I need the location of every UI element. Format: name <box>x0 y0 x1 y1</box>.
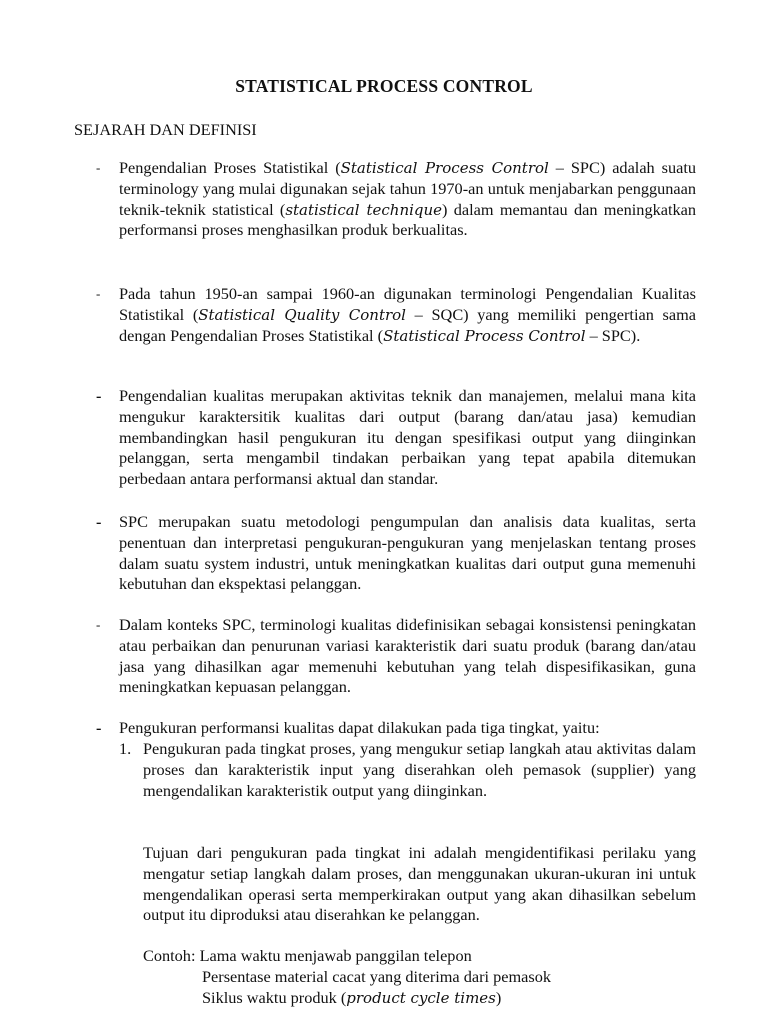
section-heading: SEJARAH DAN DEFINISI <box>74 120 257 139</box>
list-item-quality-control <box>96 386 696 490</box>
text-run: SPC merupakan suatu metodologi pengumpulan dan analisis data kualitas, serta penentuan dan interpretasi pengukuran-pengukuran yang menjelaskan tentang proses dalam suatu system industri, untuk meningkatkan kualitas dari output guna memenuhi kebutuhan dan ekspektasi pelanggan. <box>119 512 696 594</box>
example-item-prefix: Siklus waktu produk ( <box>202 987 347 1007</box>
text-run: – SPC) adalah suatu terminology yang mulai digunakan sejak tahun 1970-an untuk menjabarkan penggunaan teknik-teknik statistical ( <box>119 158 697 219</box>
text-run: – SQC) yang memiliki pengertian sama dengan Pengendalian Proses Statistikal ( <box>119 304 696 345</box>
purpose-paragraph: Tujuan dari pengukuran pada tingkat ini adalah mengidentifikasi perilaku yang mengatur setiap langkah dalam proses, dan menggunakan ukuran-ukuran ini untuk mengendalikan operasi serta memperkirakan output yang akan dihasilkan sebelum output itu diproduksi atau diserahkan ke pelanggan. <box>143 843 696 925</box>
italic-term: Statistical Quality Control <box>198 305 406 324</box>
list-item-text <box>119 615 696 698</box>
text-run: Pengukuran performansi kualitas dapat dilakukan pada tiga tingkat, yaitu: <box>119 718 600 737</box>
example-item: Lama waktu menjawab panggilan telepon <box>199 946 472 965</box>
example-item-suffix: ) <box>495 987 502 1007</box>
text-run: ) dalam memantau dan meningkatkan performansi proses menghasilkan produk berkualitas. <box>119 199 696 240</box>
list-item-text <box>119 284 696 346</box>
list-item-text <box>119 386 696 490</box>
numbered-item-text: Pengukuran pada tingkat proses, yang mengukur setiap langkah atau aktivitas dalam proses dan karakteristik input yang diserahkan oleh pemasok (supplier) yang mengendalikan karakteristik output yang diinginkan. <box>143 739 696 800</box>
list-item-text <box>119 718 696 739</box>
example-line <box>143 967 696 988</box>
text-run: Pengendalian kualitas merupakan aktivitas teknik dan manajemen, melalui mana kita mengukur karaktersitik kualitas dari output (barang dan/atau jasa) kemudian membandingkan hasil pengukuran itu dengan spesifikasi output yang diinginkan pelanggan, serta mengambil tindakan perbaikan yang tepat apabila ditemukan perbedaan antara performansi aktual dan standar. <box>119 386 696 489</box>
bullet-dash: - <box>96 160 101 175</box>
text-run: Pada tahun 1950-an sampai 1960-an digunakan terminologi Pengendalian Kualitas Statistikal ( <box>119 284 696 324</box>
example-item: Persentase material cacat yang diterima dari pemasok <box>202 966 551 986</box>
list-item-spc-methodology <box>96 512 696 595</box>
list-item-quality-context <box>96 615 696 698</box>
italic-term: statistical technique <box>285 200 443 219</box>
example-item-italic: product cycle times <box>346 988 496 1007</box>
list-item-spc-definition <box>96 158 696 241</box>
example-line <box>143 988 696 1009</box>
list-item-text <box>119 158 696 241</box>
numbered-item-process-level <box>119 739 696 801</box>
example-line <box>143 946 696 967</box>
text-run: Dalam konteks SPC, terminologi kualitas didefinisikan sebagai konsistensi peningkatan atau perbaikan dan penurunan variasi karakteristik dari suatu produk (barang dan/atau jasa yang dihasilkan agar memenuhi kebutuhan yang telah dispesifikasikan, guna meningkatkan kepuasan pelanggan. <box>119 615 696 697</box>
italic-term: Statistical Process Control <box>383 326 586 345</box>
bullet-dash: - <box>96 386 102 405</box>
bullet-dash: - <box>96 718 102 737</box>
item-number: 1. <box>119 739 132 758</box>
text-run: Pengendalian Proses Statistikal ( <box>119 158 341 177</box>
italic-term: Statistical Process Control <box>340 159 549 177</box>
list-item-sqc-history <box>96 284 696 346</box>
bullet-dash: - <box>96 512 102 531</box>
document-title: STATISTICAL PROCESS CONTROL <box>235 76 533 96</box>
list-item-performance-levels <box>96 718 696 739</box>
list-item-text <box>119 512 696 595</box>
examples-label: Contoh: <box>143 946 196 965</box>
bullet-dash: - <box>96 617 101 632</box>
bullet-dash: - <box>96 286 101 301</box>
examples-block <box>143 946 696 1008</box>
text-run: – SPC). <box>585 325 641 345</box>
